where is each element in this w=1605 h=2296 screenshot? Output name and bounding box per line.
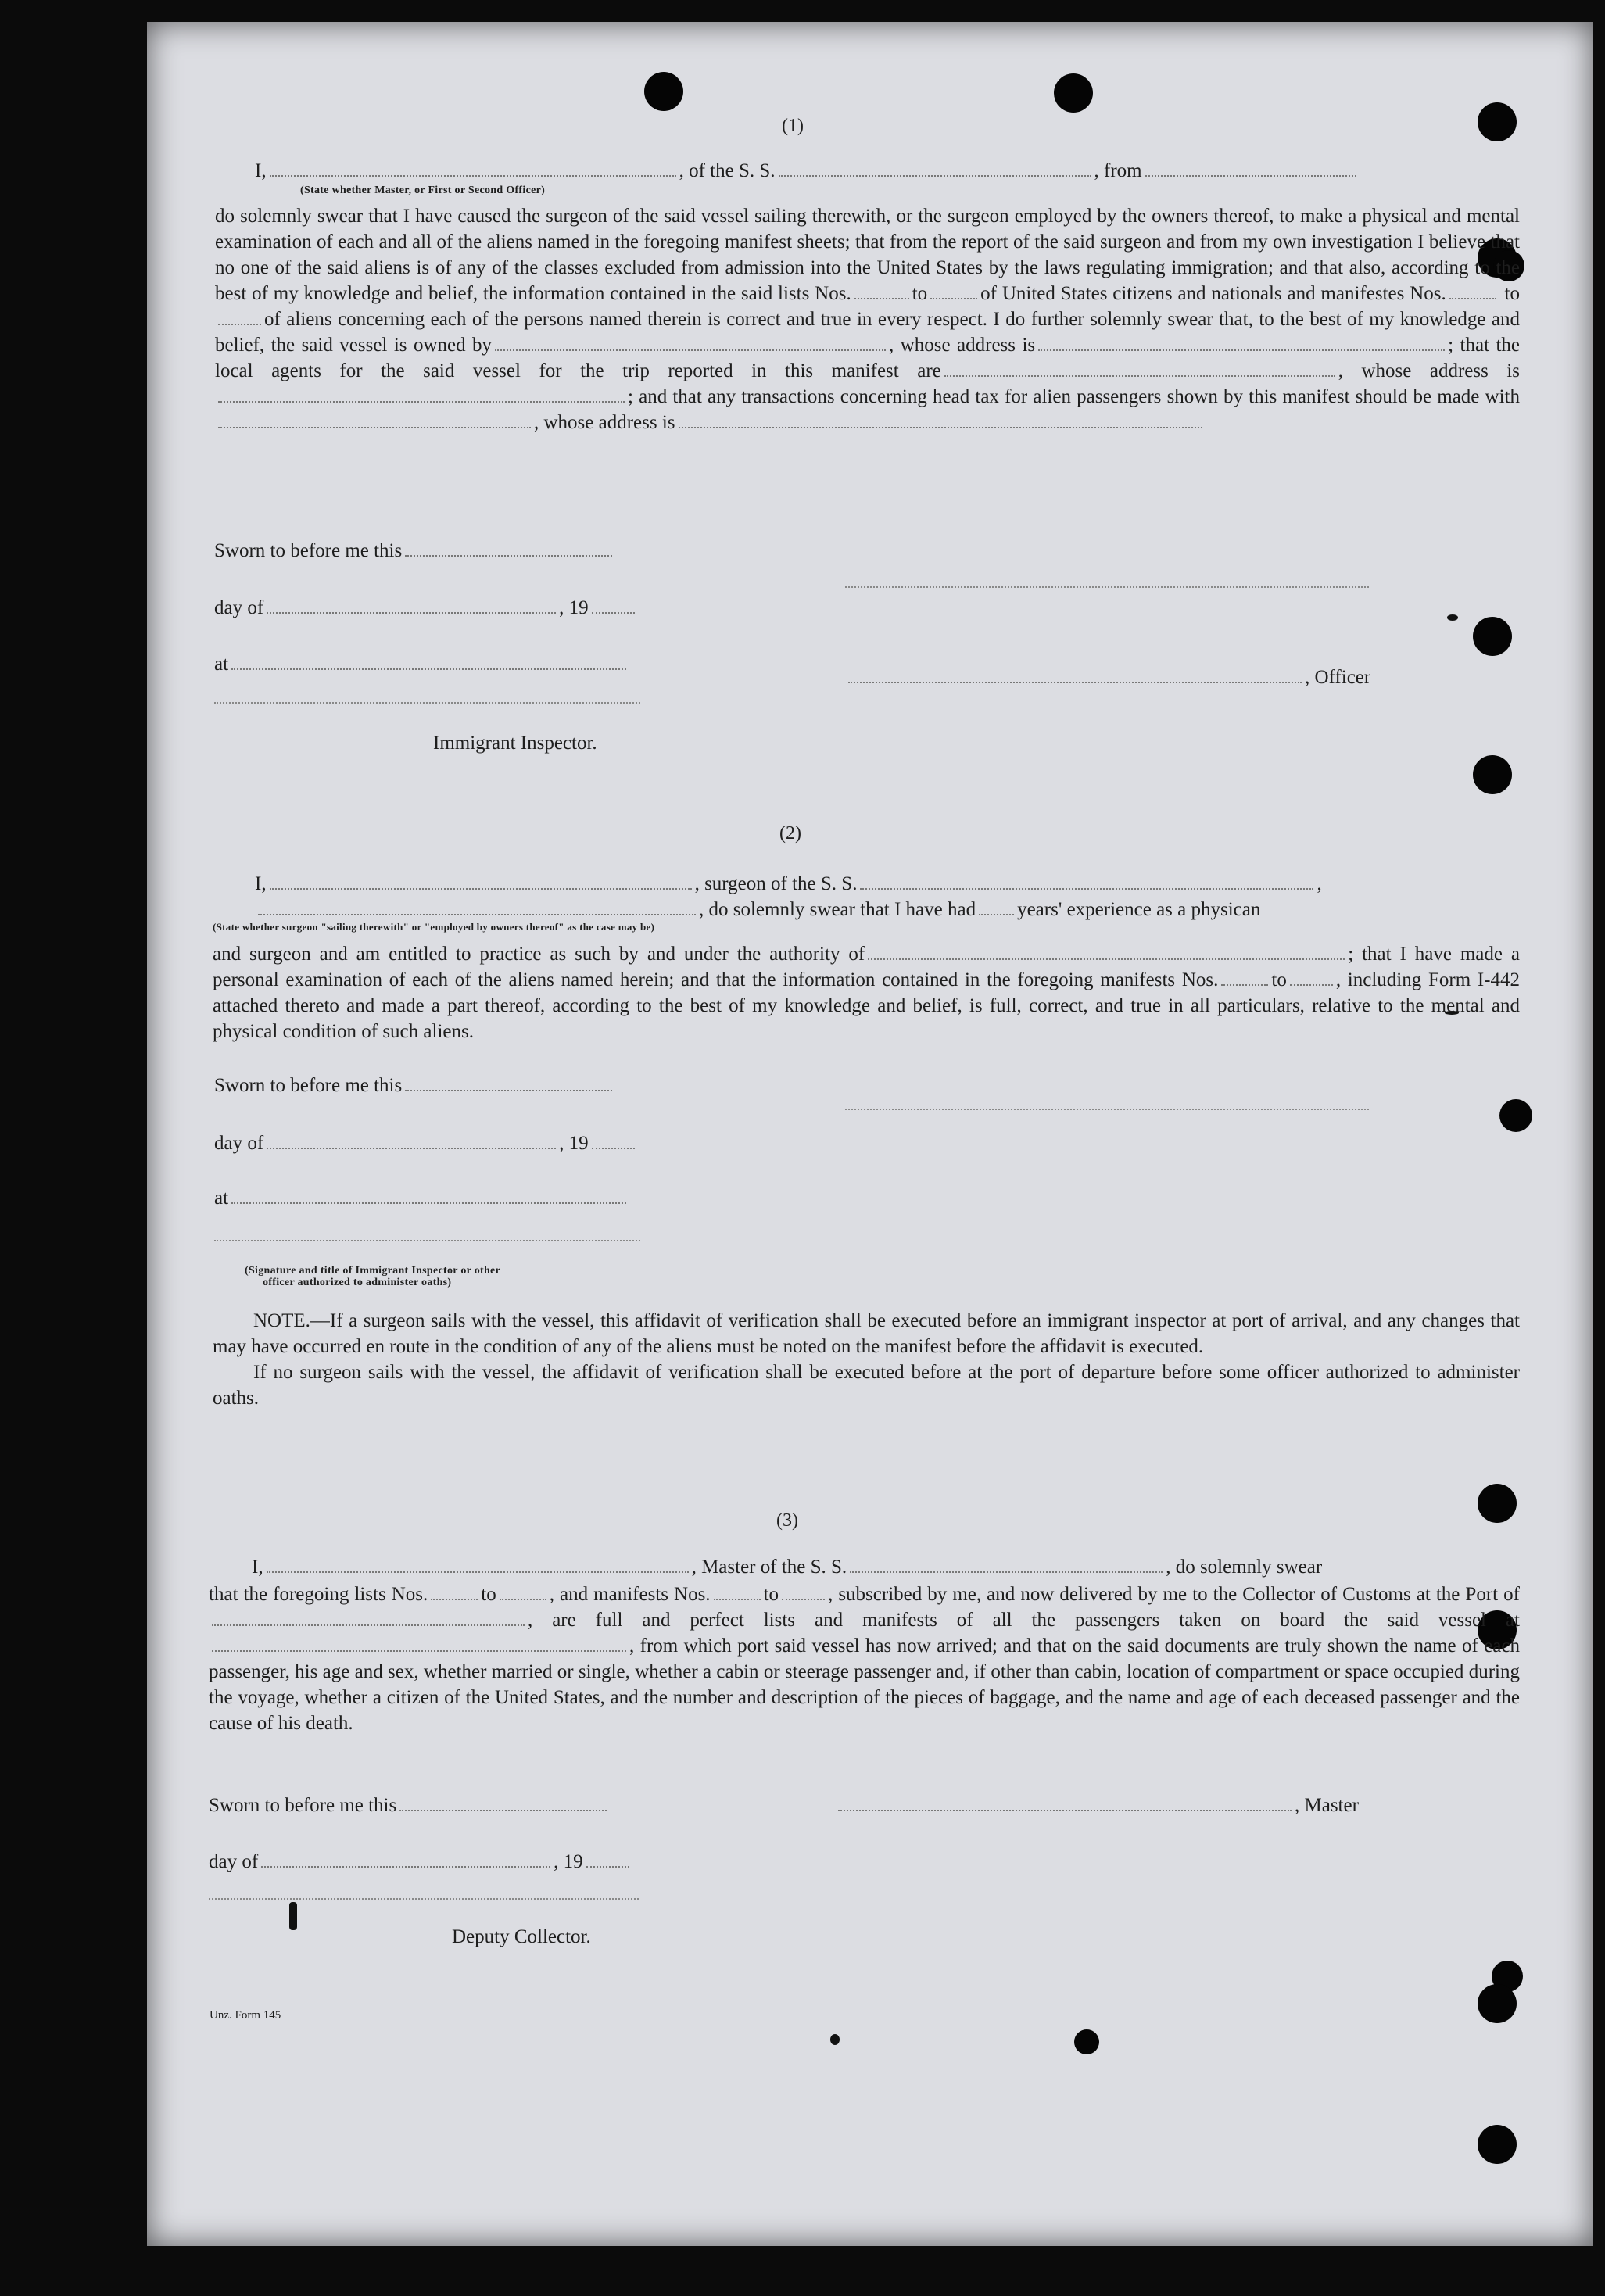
sworn-label: Sworn to before me this — [214, 540, 403, 561]
surgeon-vessel-field[interactable] — [860, 888, 1313, 890]
punch-hole — [1478, 1484, 1517, 1523]
to-label: to — [912, 283, 928, 304]
day-month-field[interactable] — [261, 1866, 550, 1868]
punch-hole — [1478, 2125, 1517, 2164]
year-field[interactable] — [586, 1866, 629, 1868]
manifests-to-field[interactable] — [782, 1599, 825, 1600]
punch-hole — [1473, 755, 1512, 794]
body-text: , whose address is — [1338, 360, 1520, 381]
master-row — [835, 1794, 1359, 1818]
manifests-to-field[interactable] — [1290, 984, 1333, 986]
section-1-number: (1) — [782, 116, 804, 136]
year-label: , 19 — [554, 1851, 583, 1872]
master-ss-label: , Master of the S. S. — [691, 1556, 847, 1578]
agents-field[interactable] — [944, 375, 1335, 377]
at-place-field[interactable] — [231, 1202, 626, 1204]
body-text: , subscribed by me, and now delivered by me to the Collector of Customs at the Port of — [828, 1584, 1520, 1605]
years-label: years' experience as a physican — [1017, 899, 1261, 920]
port-field[interactable] — [212, 1624, 525, 1626]
year-field[interactable] — [592, 612, 635, 614]
swear-label: , do solemnly swear that I have had — [699, 899, 976, 920]
body-text: , whose address is — [889, 335, 1036, 356]
section-1-line-1 — [255, 159, 1360, 183]
master-vessel-field[interactable] — [850, 1571, 1163, 1573]
year-label: , 19 — [559, 1133, 589, 1154]
body-text: , including Form I-442 attached thereto and made a part thereof, according to the best of my knowledge and belief, is full, correct, and true in all particulars, relative to the mental and physical condition of such aliens. — [213, 969, 1521, 1042]
day-row — [214, 1132, 638, 1155]
sworn-day-field[interactable] — [405, 1090, 612, 1091]
day-month-field[interactable] — [267, 1148, 556, 1149]
officer-row — [845, 666, 1370, 690]
body-text: whose address is — [543, 412, 675, 433]
body-text: ; and that any transactions concerning head tax for alien passengers shown by this manifest should be made with — [628, 386, 1520, 407]
vessel-name-field[interactable] — [779, 175, 1091, 177]
year-label: , 19 — [559, 597, 589, 618]
authority-field[interactable] — [868, 958, 1345, 960]
form-number: Unz. Form 145 — [210, 2009, 281, 2022]
day-row — [214, 596, 638, 620]
surgeon-ss-label: , surgeon of the S. S. — [694, 873, 858, 894]
master-name-field[interactable] — [267, 1571, 689, 1573]
master-label: , Master — [1295, 1795, 1359, 1816]
punch-hole — [1478, 1984, 1517, 2023]
to-label: to — [763, 1584, 779, 1605]
day-month-field[interactable] — [267, 612, 556, 614]
at-label: at — [214, 654, 229, 675]
officer-signature-line[interactable] — [845, 586, 1369, 588]
inspector-label: Immigrant Inspector. — [433, 732, 597, 754]
body-text: ; that the local agents for the said vessel for the trip reported in this manifest are — [215, 335, 1520, 381]
years-field[interactable] — [979, 914, 1014, 915]
day-row — [209, 1850, 632, 1874]
manifests-from-field[interactable] — [1449, 298, 1496, 299]
body-text: , are full and perfect lists and manifests of all the passengers taken on board the said vessel at — [528, 1610, 1520, 1631]
manifests-from-field[interactable] — [714, 1599, 761, 1600]
sworn-row — [214, 1074, 615, 1098]
signature-note-2: officer authorized to administer oaths) — [263, 1277, 452, 1288]
section-3-line-1 — [252, 1556, 1322, 1579]
punch-hole — [1054, 73, 1093, 113]
punch-hole — [1499, 1099, 1532, 1132]
departure-port-field[interactable] — [212, 1650, 626, 1652]
to-label: to — [1271, 969, 1287, 990]
lists-from-field[interactable] — [854, 298, 909, 299]
inspector-signature-line[interactable] — [214, 1240, 640, 1241]
year-field[interactable] — [592, 1148, 635, 1149]
section-3-number: (3) — [776, 1510, 798, 1531]
collector-label: Deputy Collector. — [452, 1926, 591, 1947]
section-2-line-1: I, , surgeon of the S. S. , — [255, 873, 1322, 894]
officer-title-field[interactable] — [848, 682, 1302, 683]
sworn-label: Sworn to before me this — [209, 1795, 397, 1816]
sworn-day-field[interactable] — [399, 1810, 607, 1811]
body-text: do solemnly swear that I have caused the surgeon of the said vessel sailing therewith, or the surgeon employed by the owners thereof, to make a physical and mental examination of each and all of the aliens named in the foregoing manifest sheets; that from the report of the said surgeon and from my own investigation I believe that no one of the said aliens is of any of the classes excluded from admission into the United States by the laws regulating immigration; and that also, according to the best of my knowledge and belief, the information contained in the said lists Nos. — [215, 206, 1520, 304]
surgeon-status-note: (State whether surgeon "sailing therewith" or "employed by owners thereof" as the case may be) — [213, 921, 655, 933]
sworn-row — [209, 1794, 610, 1818]
sworn-day-field[interactable] — [405, 555, 612, 557]
section-2-number: (2) — [779, 823, 801, 844]
pronoun-i: I, — [255, 160, 267, 181]
head-tax-contact-field[interactable] — [218, 427, 531, 428]
owner-field[interactable] — [495, 349, 886, 351]
form-sheet — [147, 22, 1593, 2246]
body-text: and surgeon and am entitled to practice as such by and under the authority of — [213, 944, 865, 965]
to-label: to — [481, 1584, 496, 1605]
day-of-label: day of — [209, 1851, 259, 1872]
at-row — [214, 653, 629, 676]
body-text: of United States citizens and nationals and manifestes Nos. — [980, 283, 1446, 304]
body-text: of aliens concerning each of the persons named therein is correct and true in every respect. I do further solemnly swear that, to the best of my knowledge and belief, the said vessel is owned by — [215, 309, 1520, 356]
at-row — [214, 1187, 629, 1210]
to-label: to — [1504, 283, 1520, 304]
punch-hole — [1074, 2029, 1099, 2054]
lists-to-field[interactable] — [930, 298, 977, 299]
at-label: at — [214, 1187, 229, 1209]
master-signature-field[interactable] — [838, 1810, 1292, 1811]
agents-address-field[interactable] — [218, 401, 625, 403]
ink-speck — [1447, 614, 1458, 621]
day-of-label: day of — [214, 597, 264, 618]
manifests-to-field[interactable] — [218, 324, 261, 325]
surgeon-name-field[interactable] — [270, 888, 692, 890]
officer-rank-note: (State whether Master, or First or Second Officer) — [300, 184, 546, 196]
note-block — [213, 1308, 1520, 1411]
from-label: , from — [1094, 160, 1142, 181]
section-2-body — [213, 941, 1520, 1044]
ink-speck — [830, 2034, 840, 2045]
punch-hole — [1473, 617, 1512, 656]
port-from-field[interactable] — [1145, 175, 1356, 177]
note-paragraph-2: If no surgeon sails with the vessel, the affidavit of verification shall be executed before at the port of departure before some officer authorized to administer oaths. — [213, 1362, 1520, 1409]
section-3-body — [209, 1581, 1520, 1736]
body-text: that the foregoing lists Nos. — [209, 1584, 428, 1605]
pronoun-i: I, — [255, 873, 267, 894]
ss-label: , of the S. S. — [679, 160, 776, 181]
pronoun-i: I, — [252, 1556, 263, 1578]
punch-hole — [1478, 102, 1517, 141]
day-of-label: day of — [214, 1133, 264, 1154]
sworn-label: Sworn to before me this — [214, 1075, 403, 1096]
officer-name-field[interactable] — [270, 175, 676, 177]
manifests-from-field[interactable] — [1221, 984, 1268, 986]
punch-hole — [644, 72, 683, 111]
body-text: , and manifests Nos. — [549, 1584, 711, 1605]
lists-from-field[interactable] — [431, 1599, 478, 1600]
collector-signature-line[interactable] — [209, 1898, 639, 1900]
officer-label: , Officer — [1305, 667, 1371, 688]
section-2-line-2 — [255, 898, 1260, 922]
section-1-body: do solemnly swear that I have caused the surgeon of the said vessel sailing therewith, or the surgeon employed by the owners thereof, to make a physical and mental examination of each and all of the aliens named in the foregoing manifest sheets; that from the report of the said surgeon and from my own investigation I believe that no one of the said aliens is of any of the classes excluded from admission into the United States by the laws regulating immigration; and that also, according to the best of my knowledge and belief, the information contained in the said lists Nos. to of United States citizens and nationals and manifestes Nos. toof aliens concerning each of the persons named therein is correct and true in every respect. I do further solemnly swear that, to the best of my knowledge and belief, the said vessel is owned by , whose address is ; that the local agents for the said vessel for the trip reported in this manifest are , whose address is; and that any transactions concerning head tax for alien passengers shown by this manifest should be made with, whose address is — [215, 206, 1520, 433]
inspector-signature-line[interactable] — [214, 702, 640, 704]
body-text: ; that I have made a personal examination of each of the aliens named herein; and that the information contained in the foregoing manifests Nos. — [213, 944, 1521, 990]
head-tax-address-field[interactable] — [679, 427, 1202, 428]
at-place-field[interactable] — [231, 668, 626, 670]
swear-label: , do solemnly swear — [1166, 1556, 1323, 1578]
surgeon-signature-line[interactable] — [845, 1109, 1369, 1110]
lists-to-field[interactable] — [500, 1599, 546, 1600]
body-text: , from which port said vessel has now arrived; and that on the said documents are truly shown the name of each passenger, his age and sex, whether married or single, whether a cabin or steerage passenger and, if other than cabin, location of compartment or space occupied during the voyage, whether a citizen of the United States, and the number and description of the pieces of baggage, and the name and age of each deceased passenger and the cause of his death. — [209, 1635, 1520, 1734]
sworn-row — [214, 539, 615, 563]
note-paragraph-1: NOTE.—If a surgeon sails with the vessel, this affidavit of verification shall be executed before an immigrant inspector at port of arrival, and any changes that may have occurred en route in the condition of any of the aliens must be noted on the manifest before the affidavit is executed. — [213, 1310, 1520, 1357]
signature-note-1: (Signature and title of Immigrant Inspector or other — [245, 1265, 501, 1277]
ink-speck — [289, 1902, 297, 1930]
owner-address-field[interactable] — [1038, 349, 1445, 351]
surgeon-status-field[interactable] — [258, 914, 696, 915]
